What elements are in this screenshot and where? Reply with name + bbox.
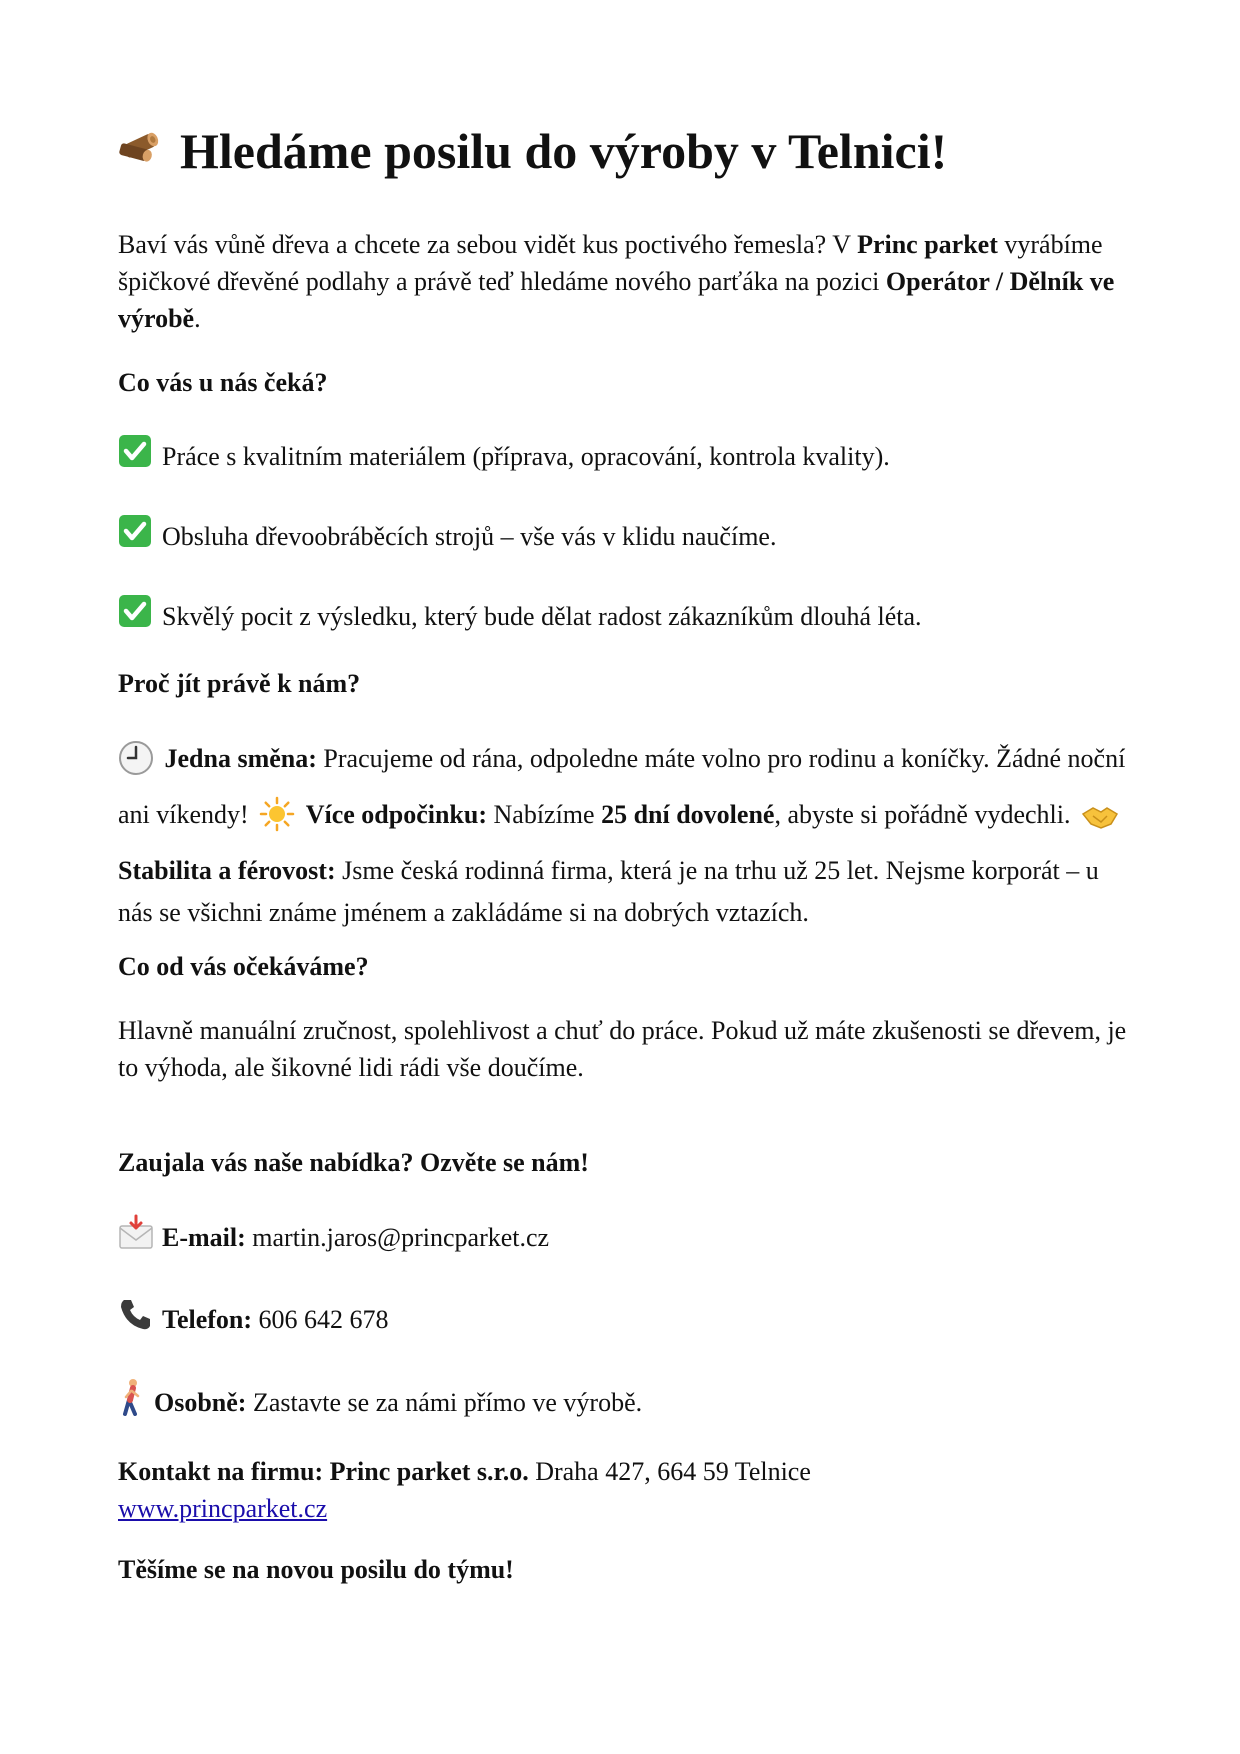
expect-paragraph: Hlavně manuální zručnost, spolehlivost a chuť do práce. Pokud už máte zkušenosti se dřevem, je to výhoda, ale šikovné lidi rádi vše doučíme. (118, 1016, 1127, 1082)
intro-paragraph: Baví vás vůně dřeva a chcete za sebou vidět kus poctivého řemesla? V Princ parket vyrábíme špičkové dřevěné podlahy a právě teď hledáme nového parťáka na pozici Operátor / Dělník ve výrobě. (118, 230, 1115, 333)
contact-phone (118, 1296, 1130, 1342)
why-heading: Proč jít právě k nám? (118, 669, 361, 698)
envelope-icon (118, 1214, 154, 1260)
position-name: Operátor / Dělník ve výrobě (118, 267, 1115, 333)
sun-icon (259, 796, 295, 847)
page-title-text: Hledáme posilu do výroby v Telnici! (180, 123, 948, 179)
why-paragraph: Jedna směna: Pracujeme od rána, odpoledne máte volno pro rodinu a koníčky. Žádné noční ani víkendy! Více odpočinku: Nabízíme 25 dní dovolené, abyste si pořádně vydechli. Stabilita a férovost: Jsme česká rodinná firma, která je na trhu už 25 let. Nejsme korporát – u nás se všichni známe jménem a zakládáme si na dobrých vztazích. (118, 735, 1130, 931)
check-mark-icon (118, 514, 152, 558)
offer-item-text: Obsluha dřevoobráběcích strojů – vše vás v klidu naučíme. (162, 521, 777, 551)
check-mark-icon (118, 594, 152, 638)
company-contact: Kontakt na firmu: Princ parket s.r.o. Draha 427, 664 59 Telnice www.princparket.cz (118, 1457, 811, 1523)
person-value: Zastavte se za námi přímo ve výrobě. (246, 1387, 643, 1417)
handshake-icon (1081, 800, 1119, 847)
person-label: Osobně: (154, 1387, 247, 1417)
phone-icon (118, 1296, 154, 1342)
email-value[interactable]: martin.jaros@princparket.cz (245, 1222, 550, 1252)
phone-value[interactable]: 606 642 678 (252, 1304, 389, 1334)
person-walking-icon (118, 1378, 146, 1426)
page-title (118, 118, 1130, 184)
email-label: E-mail: (162, 1222, 246, 1252)
offer-item (118, 514, 1130, 558)
offer-item (118, 434, 1130, 478)
contact-email (118, 1214, 1130, 1260)
company-name: Princ parket (857, 230, 998, 259)
website-link[interactable]: www.princparket.cz (118, 1494, 328, 1523)
check-mark-icon (118, 434, 152, 478)
offer-item-text: Práce s kvalitním materiálem (příprava, opracování, kontrola kvality). (162, 441, 890, 471)
contact-heading: Zaujala vás naše nabídka? Ozvěte se nám! (118, 1148, 589, 1177)
phone-label: Telefon: (162, 1304, 253, 1334)
clock-icon (118, 740, 154, 791)
contact-person (118, 1378, 1130, 1426)
offer-heading: Co vás u nás čeká? (118, 368, 328, 397)
expect-heading: Co od vás očekáváme? (118, 952, 369, 981)
wood-log-icon (118, 118, 164, 184)
offer-item-text: Skvělý pocit z výsledku, který bude dělat radost zákazníkům dlouhá léta. (162, 601, 922, 631)
offer-item (118, 594, 1130, 638)
closing-text: Těšíme se na novou posilu do týmu! (118, 1555, 514, 1584)
